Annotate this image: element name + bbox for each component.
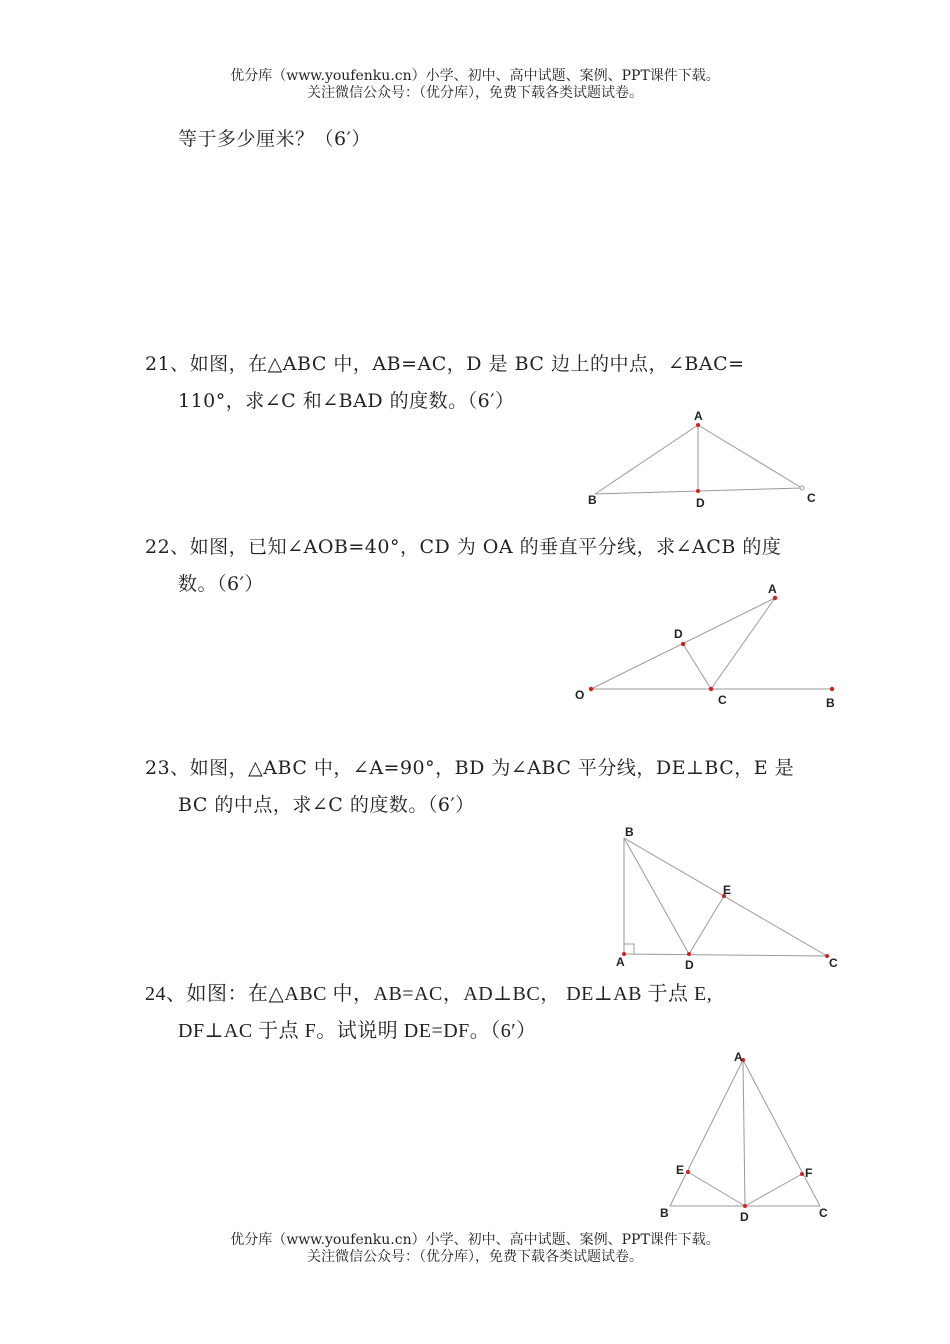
q23-segment-ac	[624, 954, 827, 956]
q22-point-c	[709, 687, 713, 691]
q23-point-d	[687, 952, 691, 956]
q23-figure	[610, 820, 850, 975]
q24-point-f	[800, 1172, 804, 1176]
q21-label-d: D	[696, 496, 705, 510]
footer-line-1: 优分库（www.youfenku.cn）小学、初中、高中试题、案例、PPT课件下载。	[230, 1232, 720, 1248]
q24-point-d	[743, 1204, 747, 1208]
q24-line-2: DF⊥AC 于点 F。试说明 DE=DF。（6′）	[178, 1020, 537, 1042]
page-footer	[0, 1232, 950, 1266]
q22-point-d	[681, 642, 685, 646]
q24-label-b: B	[660, 1206, 669, 1220]
q23-segment-de	[689, 896, 724, 954]
q23-right-angle-mark	[624, 944, 634, 954]
q23-label-a: A	[616, 955, 625, 969]
q21-line-2: 110°，求∠C 和∠BAD 的度数。（6′）	[178, 390, 515, 412]
q23-label-d: D	[685, 958, 694, 972]
q24-segment-df	[745, 1174, 802, 1206]
q24-label-e: E	[676, 1163, 685, 1177]
q23-line-2: BC 的中点，求∠C 的度数。（6′）	[178, 794, 475, 816]
q21-point-c	[800, 486, 804, 490]
q24-point-e	[686, 1170, 690, 1174]
q22-line-2: 数。（6′）	[178, 573, 264, 595]
q24-label-d: D	[740, 1210, 749, 1224]
q23-label-e: E	[723, 883, 732, 897]
q23-line-1: 23、如图，△ABC 中，∠A=90°，BD 为∠ABC 平分线，DE⊥BC，E 是	[145, 757, 795, 779]
q23-segment-bd	[624, 838, 689, 954]
q24-segment-ab	[670, 1060, 743, 1206]
q23-label-c: C	[829, 956, 838, 970]
q21-segment-ab	[595, 425, 698, 494]
page-header	[0, 68, 950, 102]
q24-segment-de	[688, 1172, 745, 1206]
q22-line-1: 22、如图，已知∠AOB=40°，CD 为 OA 的垂直平分线，求∠ACB 的度	[145, 536, 782, 558]
q22-point-o	[589, 687, 593, 691]
q22-point-b	[830, 687, 834, 691]
q21-point-d	[696, 489, 700, 493]
q24-segment-ac	[743, 1060, 820, 1206]
q22-label-d: D	[674, 627, 683, 641]
footer-line-2: 关注微信公众号：（优分库），免费下载各类试题试卷。	[307, 1249, 643, 1265]
q20-continuation: 等于多少厘米？（6′）	[178, 128, 371, 150]
q21-label-a: A	[694, 409, 703, 423]
header-line-1: 优分库（www.youfenku.cn）小学、初中、高中试题、案例、PPT课件下载。	[230, 68, 720, 84]
q22-label-c: C	[718, 693, 727, 707]
q21-segment-ac	[698, 425, 802, 488]
q22-segment-dc	[683, 644, 711, 689]
q24-label-f: F	[805, 1166, 813, 1180]
header-line-2: 关注微信公众号：（优分库），免费下载各类试题试卷。	[307, 85, 643, 101]
q22-figure	[570, 580, 845, 710]
q21-line-1: 21、如图，在△ABC 中，AB=AC，D 是 BC 边上的中点，∠BAC=	[145, 353, 745, 375]
q21-point-a	[696, 423, 700, 427]
q22-label-b: B	[826, 696, 835, 710]
q22-segment-ac	[711, 598, 775, 689]
q22-label-o: O	[575, 688, 585, 702]
q21-figure	[570, 405, 830, 515]
q24-figure	[650, 1045, 840, 1225]
q24-line-1: 24、如图：在△ABC 中，AB=AC，AD⊥BC， DE⊥AB 于点 E,	[145, 983, 713, 1005]
q24-label-c: C	[819, 1206, 828, 1220]
q22-label-a: A	[768, 582, 777, 596]
q21-label-b: B	[588, 493, 597, 507]
q24-label-a: A	[734, 1050, 743, 1064]
q22-point-a	[773, 596, 777, 600]
q24-segment-ad	[743, 1060, 745, 1206]
q23-label-b: B	[625, 825, 634, 839]
q21-label-c: C	[807, 491, 816, 505]
